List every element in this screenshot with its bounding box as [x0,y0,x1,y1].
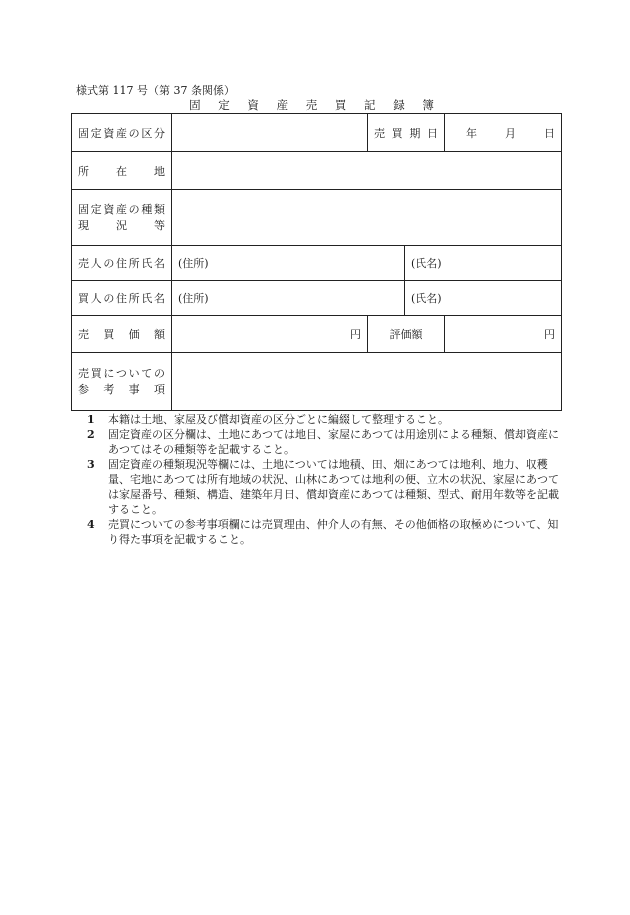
buyer-address-field[interactable] [172,281,405,316]
note-item [76,427,561,457]
date-year: 年 [466,126,477,140]
row-buyer [72,281,562,316]
assessed-label: 評価額 [368,316,445,353]
reference-label-line2: 参 考 事 項 [78,382,165,396]
row-reference [72,353,562,411]
note-text: 固定資産の種類現況等欄には、土地については地積、田、畑にあつては地利、地力、収穫量、宅地にあつては所有地域の状況、山林にあつては地利の便、立木の状況、家屋にあつては家屋番号、種類、構造、建築年月日、償却資産にあつては種類、型式、耐用年数等を記載すること。 [108,458,559,516]
location-label: 所 在 地 [72,152,172,190]
asset-type-label-line1: 固定資産の種類 [78,202,165,216]
sale-date-label: 売 買 期 日 [368,114,445,152]
seller-name-label: (氏名) [411,257,442,270]
seller-address-label: (住所) [178,257,209,270]
date-day: 日 [544,126,555,140]
row-asset-category [72,114,562,152]
buyer-name-label: (氏名) [411,292,442,305]
row-asset-type [72,190,562,246]
page-title: 固 定 資 産 売 買 記 録 簿 [189,98,441,112]
note-number: 2 [87,428,95,441]
buyer-name-field[interactable] [405,281,562,316]
note-number: 3 [87,458,95,471]
note-number: 4 [87,518,95,531]
seller-label: 売人の住所氏名 [72,246,172,281]
note-item [76,457,561,517]
buyer-label: 買人の住所氏名 [72,281,172,316]
price-field[interactable] [172,316,368,353]
note-text: 売買についての参考事項欄には売買理由、仲介人の有無、その他価格の取極めについて、知り得た事項を記載すること。 [108,518,559,546]
record-form-table [71,113,562,411]
note-item [76,412,561,427]
reference-label-line1: 売買についての [78,366,165,380]
note-text: 本籍は土地、家屋及び償却資産の区分ごとに編綴して整理すること。 [108,413,449,426]
form-number: 様式第 117 号（第 37 条関係） [76,84,235,97]
row-location [72,152,562,190]
asset-type-field[interactable] [172,190,562,246]
seller-name-field[interactable] [405,246,562,281]
asset-category-field[interactable] [172,114,368,152]
asset-type-label [72,190,172,246]
assessed-yen: 円 [544,328,555,341]
asset-category-label: 固定資産の区分 [72,114,172,152]
note-number: 1 [87,413,95,426]
note-text: 固定資産の区分欄は、土地にあつては地目、家屋にあつては用途別による種類、償却資産にあつてはその種類等を記載すること。 [108,428,559,456]
buyer-address-label: (住所) [178,292,209,305]
assessed-field[interactable] [445,316,562,353]
reference-label [72,353,172,411]
reference-field[interactable] [172,353,562,411]
note-item [76,517,561,547]
date-month: 月 [505,126,516,140]
row-seller [72,246,562,281]
sale-date-field[interactable] [445,114,562,152]
seller-address-field[interactable] [172,246,405,281]
location-field[interactable] [172,152,562,190]
notes [76,412,561,547]
row-price [72,316,562,353]
price-yen: 円 [350,328,361,341]
asset-type-label-line2: 現 況 等 [78,218,165,232]
price-label: 売 買 価 額 [72,316,172,353]
